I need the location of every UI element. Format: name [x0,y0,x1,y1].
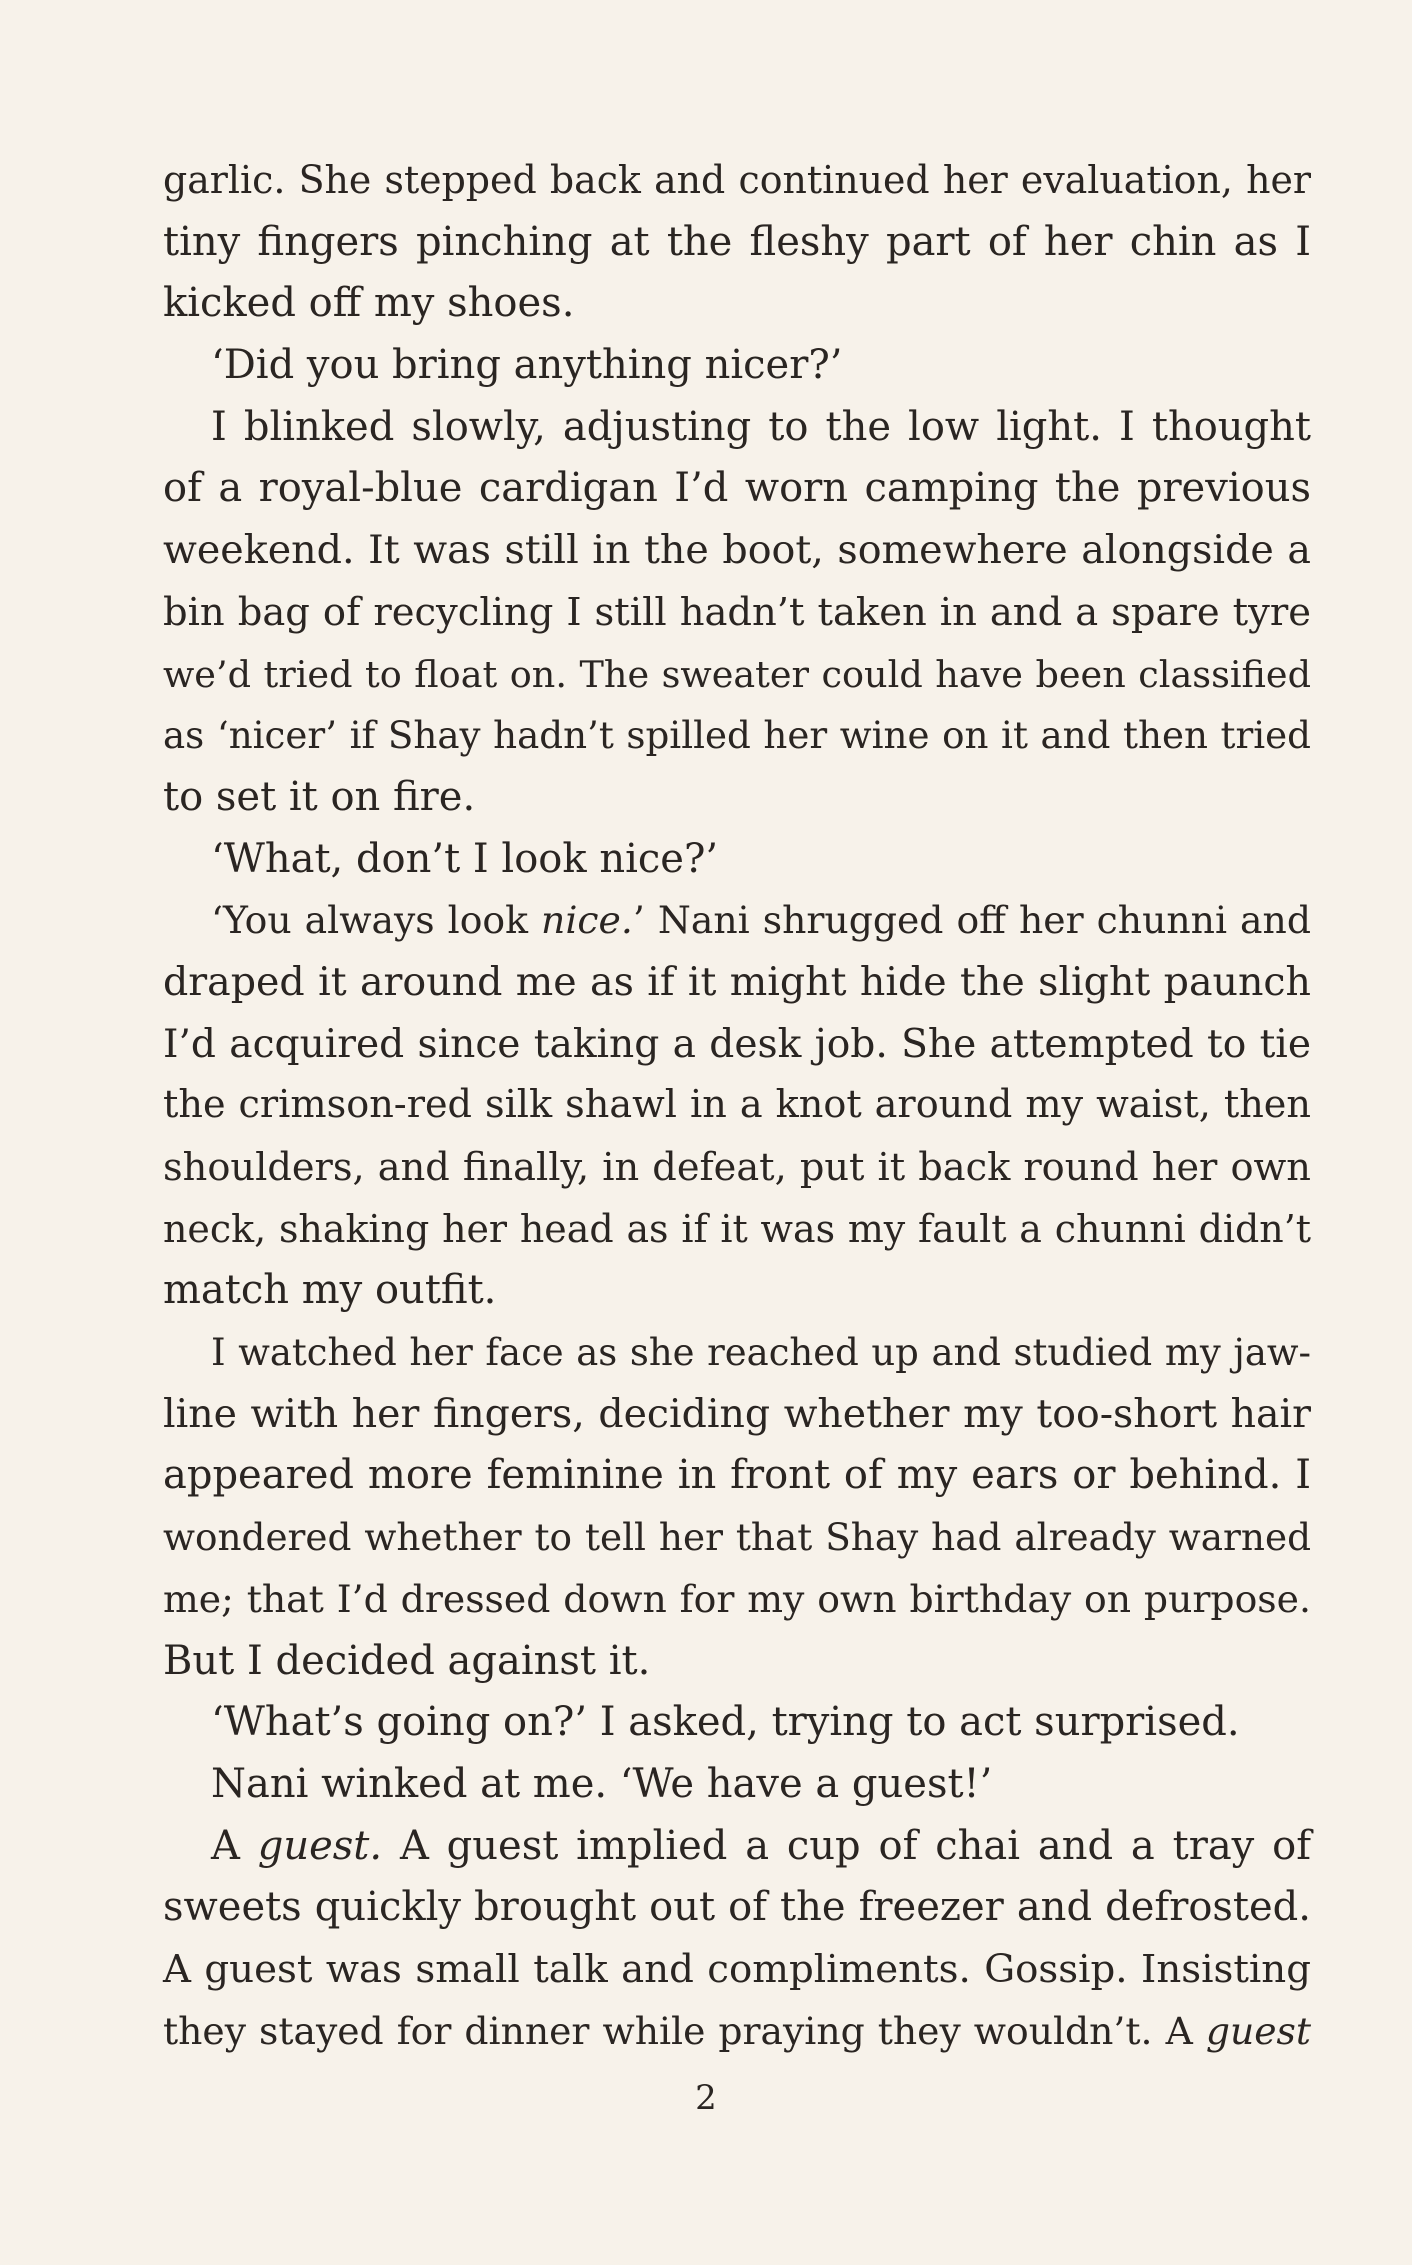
line-italic-text: nice. [541,898,633,943]
text-line [163,705,1311,767]
text-line [163,1692,1311,1754]
line-text: A [211,1822,258,1869]
text-line [163,335,1311,397]
line-text: bin bag of recycling I still hadn’t taken in and a spare tyre [163,589,1311,635]
line-text: to set it on fire. [163,773,476,820]
line-text: wondered whether to tell her that Shay had already warned [163,1515,1311,1560]
page-number: 2 [695,2078,717,2118]
text-line [163,1014,1311,1076]
line-text: shoulders, and finally, in defeat, put it back round her own [163,1145,1311,1190]
line-italic-text: guest [1205,2008,1311,2053]
line-text: weekend. It was still in the boot, somewhere alongside a [163,527,1311,574]
text-line [163,1631,1311,1693]
line-text: the crimson-red silk shawl in a knot around my waist, then [163,1083,1311,1128]
text-line [163,1939,1311,2001]
line-text: we’d tried to float on. The sweater could have been classified [163,652,1311,696]
text-line [163,582,1311,644]
line-text: ‘Did you bring anything nicer?’ [211,342,843,389]
line-text: kicked off my shoes. [163,280,575,327]
line-text: tiny fingers pinching at the fleshy part of her chin as I [163,218,1311,265]
line-text: sweets quickly brought out of the freezer and defrosted. [163,1884,1311,1931]
text-line [163,1816,1311,1878]
line-text: match my outfit. [163,1267,497,1314]
text-line [163,397,1311,459]
line-text: ‘What, don’t I look nice?’ [211,835,719,882]
line-text: neck, shaking her head as if it was my fault a chunni didn’t [163,1206,1311,1251]
line-text: of a royal-blue cardigan I’d worn camping the previous [163,465,1311,512]
text-line [163,767,1311,829]
line-text: line with her fingers, deciding whether my too-short hair [163,1390,1311,1437]
text-line [163,1137,1311,1199]
text-line [163,1075,1311,1137]
text-line [163,212,1311,274]
text-line [163,1445,1311,1507]
line-text: ‘You always look [211,898,542,943]
text-line [163,1507,1311,1569]
line-text: appeared more feminine in front of my ears or behind. I [163,1452,1311,1499]
text-line [163,2001,1311,2063]
text-line [163,520,1311,582]
text-line [163,150,1311,212]
line-text: me; that I’d dressed down for my own birthday on purpose. [163,1576,1311,1621]
line-text: I’d acquired since taking a desk job. She attempted to tie [163,1021,1311,1067]
line-text: Nani winked at me. ‘We have a guest!’ [211,1760,993,1807]
text-line [163,273,1311,335]
line-text: I blinked slowly, adjusting to the low light. I thought [211,403,1311,450]
line-text: A guest was small talk and compliments. Gossip. Insisting [163,1946,1311,1992]
line-text: as ‘nicer’ if Shay hadn’t spilled her wine on it and then tried [163,713,1311,758]
line-text: garlic. She stepped back and continued her evaluation, her [163,158,1311,202]
line-text-after: ’ Nani shrugged off her chunni and [632,898,1311,943]
text-line [163,890,1311,952]
text-line [163,1260,1311,1322]
line-text: But I decided against it. [163,1637,651,1684]
text-line [163,1384,1311,1446]
body-text [163,150,1311,2062]
text-line [163,1877,1311,1939]
text-line [163,1569,1311,1631]
line-text-after: A guest implied a cup of chai and a tray of [382,1822,1311,1869]
text-line [163,1199,1311,1261]
text-line [163,458,1311,520]
text-line [163,644,1311,706]
line-text: ‘What’s going on?’ I asked, trying to act surprised. [211,1699,1240,1746]
line-text: they stayed for dinner while praying they wouldn’t. A [163,2008,1206,2053]
text-line [163,1322,1311,1384]
line-text: draped it around me as if it might hide the slight paunch [163,958,1311,1005]
text-line [163,829,1311,891]
text-line [163,1754,1311,1816]
text-line [163,952,1311,1014]
line-italic-text: guest. [257,1822,383,1869]
line-text: I watched her face as she reached up and studied my jaw- [211,1331,1311,1375]
